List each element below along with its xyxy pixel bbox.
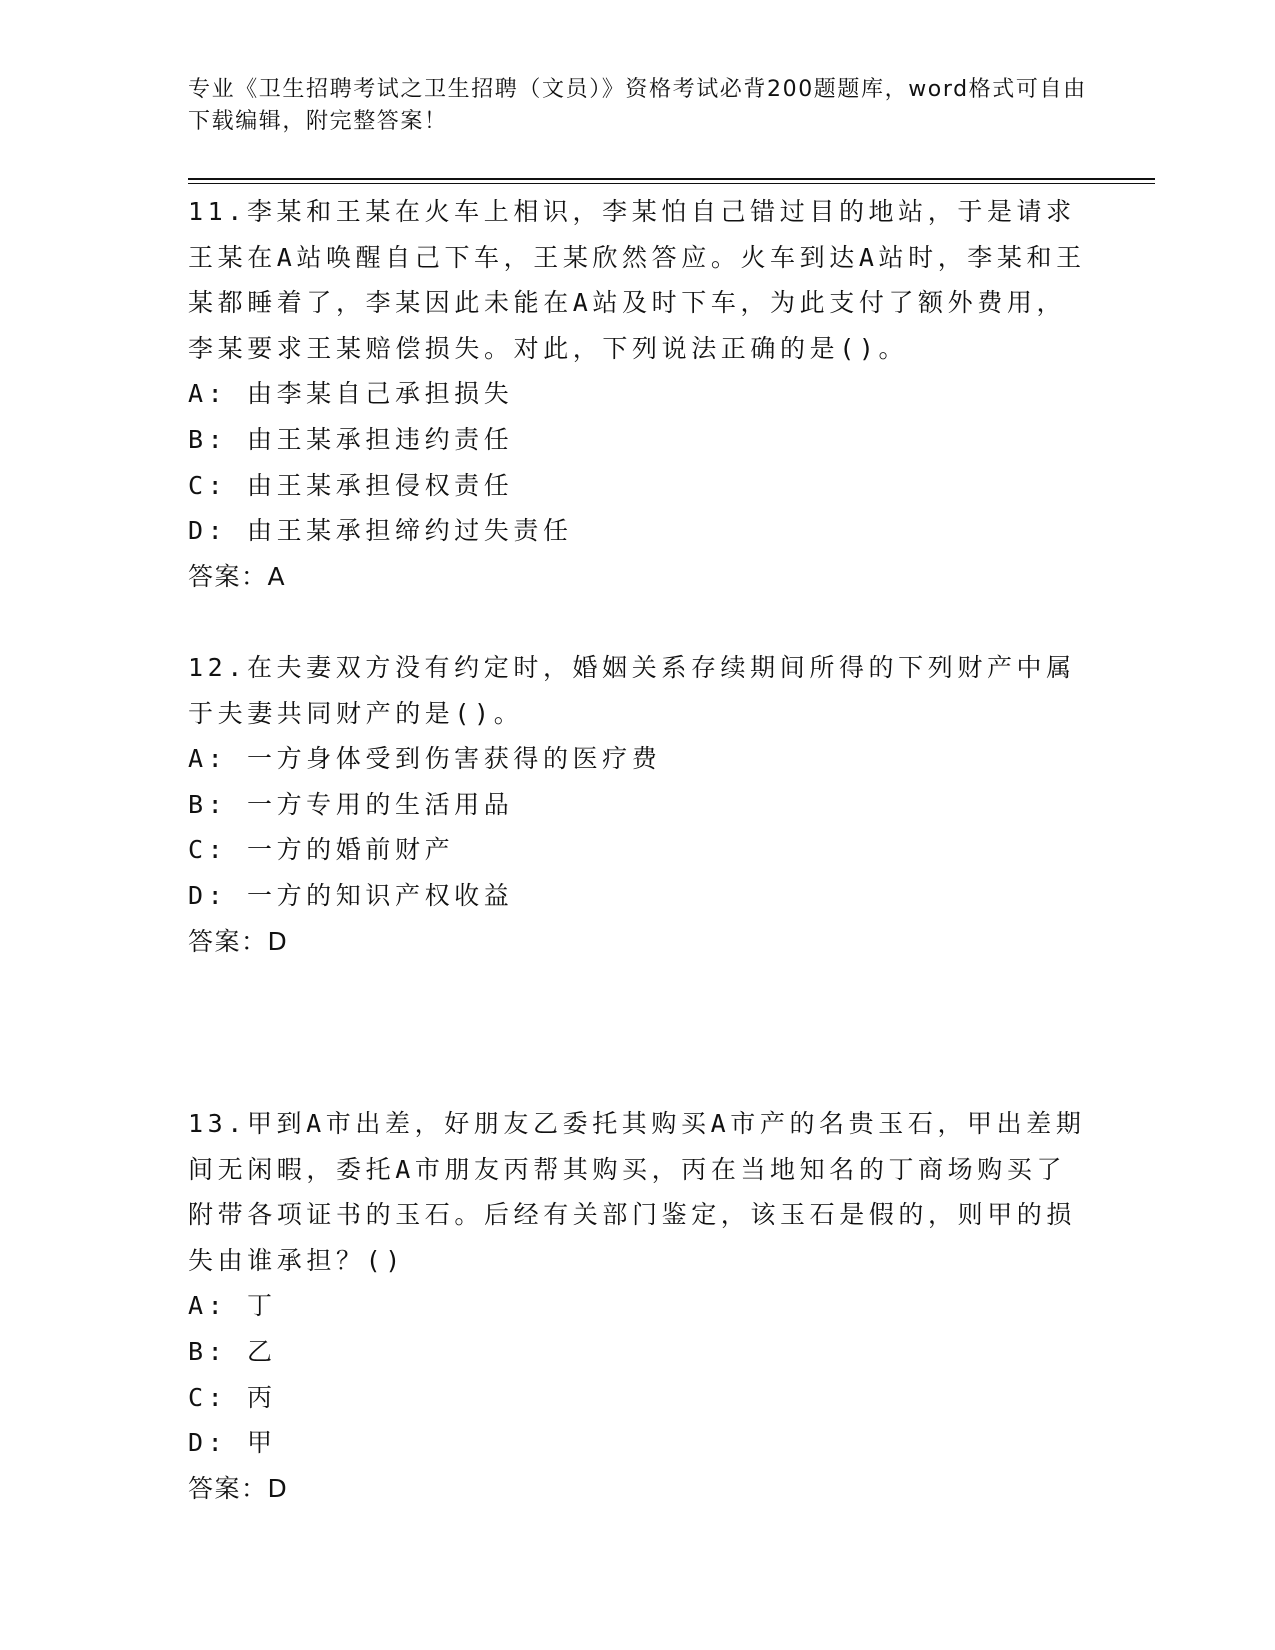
option-letter: B: [188,1336,228,1366]
question-stem: 12.在夫妻双方没有约定时，婚姻关系存续期间所得的下列财产中属于夫妻共同财产的是()。 [188,653,1076,728]
question-13 [188,1101,1088,1511]
option-d [188,873,1088,919]
option-text: 甲 [246,1428,277,1458]
question-11 [188,189,1088,599]
question-stem: 11.李某和王某在火车上相识，李某怕自己错过目的地站，于是请求王某在A站唤醒自己下车，王某欣然答应。火车到达A站时，李某和王某都睡着了，李某因此未能在A站及时下车，为此支付了额外费用，李某要求王某赔偿损失。对此，下列说法正确的是()。 [188,197,1086,363]
option-a [188,371,1088,417]
option-text: 一方的知识产权收益 [246,880,514,910]
option-text: 乙 [246,1336,277,1366]
question-12 [188,645,1088,964]
option-text: 由王某承担违约责任 [246,424,514,454]
option-letter: C: [188,1382,228,1412]
option-letter: A: [188,379,228,409]
question-stem: 13.甲到A市出差，好朋友乙委托其购买A市产的名贵玉石，甲出差期间无闲暇，委托A市朋友丙帮其购买，丙在当地知名的丁商场购买了附带各项证书的玉石。后经有关部门鉴定，该玉石是假的，则甲的损失由谁承担？() [188,1109,1086,1275]
option-letter: B: [188,424,228,454]
option-letter: A: [188,744,228,774]
option-text: 丁 [246,1291,277,1321]
option-text: 一方专用的生活用品 [246,789,514,819]
option-a [188,736,1088,782]
option-text: 由李某自己承担损失 [246,379,514,409]
option-letter: B: [188,789,228,819]
header-divider-thin [188,183,1155,184]
answer-line: 答案：D [188,1473,289,1503]
header-divider-thick [188,178,1155,180]
answer-line: 答案：A [188,561,287,591]
option-text: 丙 [246,1382,277,1412]
option-letter: C: [188,835,228,865]
option-letter: C: [188,470,228,500]
option-text: 由王某承担缔约过失责任 [246,516,573,546]
option-letter: D: [188,516,228,546]
option-text: 由王某承担侵权责任 [246,470,514,500]
option-a [188,1283,1088,1329]
option-b [188,1329,1088,1375]
option-b [188,782,1088,828]
option-c [188,1375,1088,1421]
option-d [188,1420,1088,1466]
option-d [188,508,1088,554]
document-header: 专业《卫生招聘考试之卫生招聘（文员）》资格考试必背200题题库，word格式可自由下载编辑，附完整答案！ [188,77,1087,134]
option-letter: A: [188,1291,228,1321]
option-text: 一方身体受到伤害获得的医疗费 [246,744,662,774]
option-letter: D: [188,880,228,910]
option-text: 一方的婚前财产 [246,835,455,865]
option-b [188,417,1088,463]
option-letter: D: [188,1428,228,1458]
answer-line: 答案：D [188,926,289,956]
option-c [188,827,1088,873]
option-c [188,463,1088,509]
